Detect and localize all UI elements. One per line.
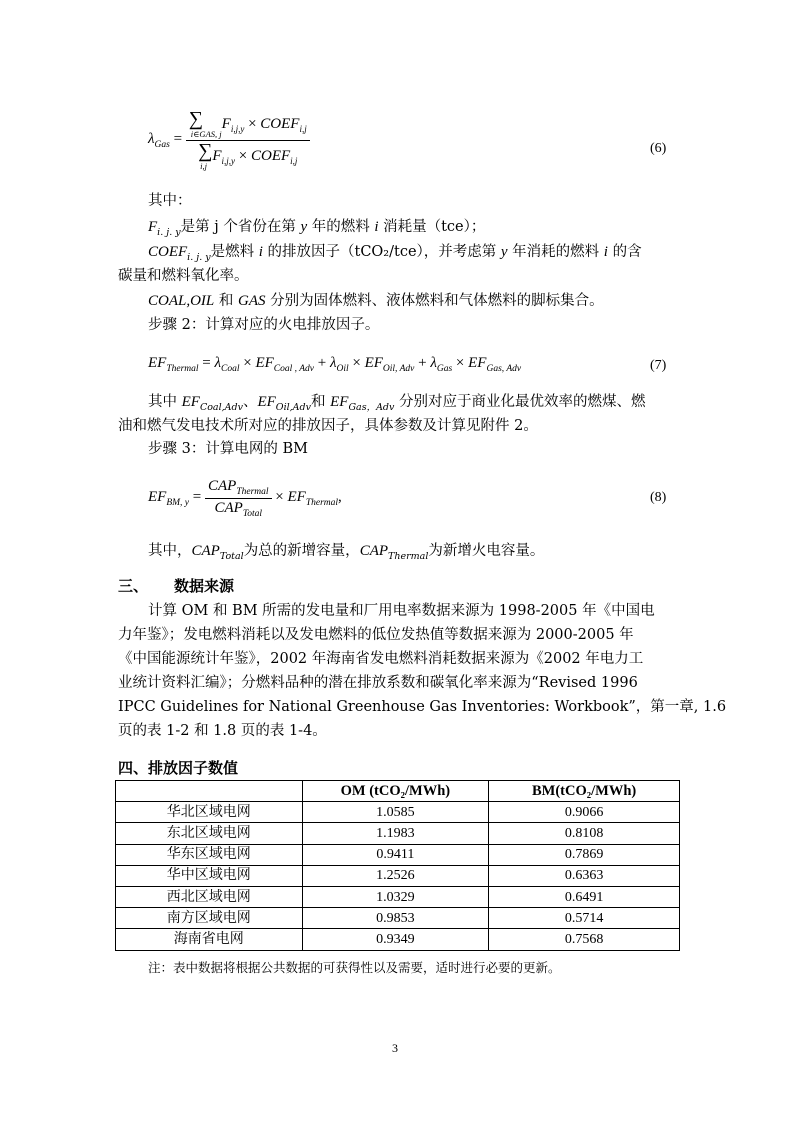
cap-sub: Thermal	[236, 487, 269, 497]
lambda-symbol: λ	[329, 355, 337, 371]
equation-7	[148, 355, 521, 374]
lambda-symbol: λ	[430, 355, 437, 371]
equals-sign: =	[192, 489, 202, 505]
bm-value: 0.5714	[489, 908, 680, 929]
text: 、	[242, 394, 258, 410]
definition-coef-cont: 碳量和燃料氧化率。	[118, 268, 249, 284]
term-coef: COEF	[260, 115, 300, 132]
paragraph-line: 计算 OM 和 BM 所需的发电量和厂用电率数据来源为 1998-2005 年《中国电	[148, 603, 655, 619]
equation-number-7: (7)	[650, 358, 667, 373]
text: 为总的新增容量，	[243, 543, 360, 559]
sum-symbol: ∑	[188, 108, 204, 130]
term-coef-sub: i,j	[290, 155, 298, 166]
section-4-heading: 四、排放因子数值	[118, 759, 239, 777]
ef-sub: Thermal	[166, 364, 199, 374]
y-var: y	[500, 244, 508, 260]
cap-sub: Thermal	[388, 551, 429, 562]
ef-sub: Oil,Adv	[275, 402, 311, 413]
section-number: 三、	[118, 577, 149, 595]
emission-factor-table	[115, 780, 680, 951]
i-var: i	[258, 244, 263, 260]
step-3: 步骤 3：计算电网的 BM	[148, 441, 308, 457]
coef-subscript: i. j. y	[187, 252, 211, 263]
lambda-symbol: λ	[148, 131, 155, 147]
ef-symbol: EF	[330, 394, 349, 410]
bm-value: 0.6363	[489, 865, 680, 886]
ef-sub: Thermal	[305, 498, 339, 508]
equation-number-8: (8)	[650, 490, 667, 505]
coal-oil-symbol: COAL,OIL	[148, 293, 215, 309]
text: 为新增火电容量。	[428, 543, 545, 559]
definition-sets	[148, 291, 678, 311]
om-value: 1.2526	[302, 865, 489, 886]
page-number: 3	[392, 1041, 398, 1055]
om-value: 0.9411	[302, 844, 489, 865]
term-f: F	[212, 147, 222, 164]
table-row	[116, 865, 680, 886]
paragraph-line: IPCC Guidelines for National Greenhouse Gas Inventories: Workbook”，第一章, 1.6	[118, 699, 727, 715]
text: 的含	[607, 244, 642, 260]
times-sign: ×	[248, 115, 257, 132]
table-row	[116, 929, 680, 950]
fraction	[205, 478, 272, 519]
i-var: i	[374, 219, 379, 235]
equation-number-6: (6)	[650, 141, 667, 156]
ef-explanation-cont: 油和燃气发电技术所对应的排放因子，具体参数及计算见附件 2。	[118, 418, 538, 434]
ef-symbol: EF	[468, 355, 487, 371]
grid-name: 南方区域电网	[116, 908, 303, 929]
text: 是第 j 个省份在第	[180, 219, 301, 235]
ef-sub: Gas, Adv	[486, 364, 522, 374]
grid-name: 华中区域电网	[116, 865, 303, 886]
om-value: 1.1983	[302, 823, 489, 844]
paragraph-line: 《中国能源统计年鉴》，2002 年海南省发电燃料消耗数据来源为《2002 年电力工	[118, 651, 644, 667]
gas-symbol: GAS	[237, 293, 266, 309]
plus-sign: +	[317, 355, 327, 371]
cap-symbol: CAP	[207, 478, 237, 494]
cap-symbol: CAP	[214, 500, 243, 516]
text: 年消耗的燃料	[507, 244, 604, 260]
section-3-heading	[118, 576, 678, 596]
ef-sub: BM, y	[166, 498, 190, 508]
f-subscript: i. j. y	[157, 227, 181, 238]
times-sign: ×	[238, 147, 248, 164]
equation-6	[148, 110, 310, 171]
table-row	[116, 908, 680, 929]
table-row	[116, 823, 680, 844]
where-label: 其中：	[148, 193, 192, 209]
term-coef-sub: i,j	[299, 123, 307, 134]
om-value: 1.0585	[302, 802, 489, 823]
f-symbol: F	[148, 219, 158, 235]
ef-symbol: EF	[148, 489, 167, 505]
cap-sub: Total	[242, 509, 263, 519]
lambda-symbol: λ	[214, 355, 221, 371]
bm-value: 0.7869	[489, 844, 680, 865]
ef-symbol: EF	[148, 355, 167, 371]
grid-name: 华东区域电网	[116, 844, 303, 865]
text: 和	[311, 394, 331, 410]
text: 年的燃料	[307, 219, 375, 235]
text: 其中，	[148, 543, 192, 559]
denominator	[205, 498, 272, 519]
grid-name: 海南省电网	[116, 929, 303, 950]
cap-sub: Total	[219, 551, 244, 562]
definition-coef	[148, 242, 678, 268]
table-row	[116, 844, 680, 865]
ef-sub: Coal,Adv	[199, 402, 243, 413]
comma: ,	[338, 489, 342, 505]
cap-symbol: CAP	[191, 543, 220, 559]
term-f: F	[221, 115, 231, 132]
ef-symbol: EF	[364, 355, 383, 371]
term-f-sub: i,j,y	[230, 123, 245, 134]
equals-sign: =	[173, 131, 183, 147]
om-value: 0.9853	[302, 908, 489, 929]
header-om: OM (tCO₂/MWh)	[302, 781, 489, 802]
numerator	[186, 110, 310, 140]
section-title: 数据来源	[174, 577, 235, 595]
ef-symbol: EF	[255, 355, 274, 371]
bm-value: 0.9066	[489, 802, 680, 823]
header-bm: BM(tCO₂/MWh)	[489, 781, 680, 802]
paragraph-line: 力年鉴》；发电燃料消耗以及发电燃料的低位发热值等数据来源为 2000-2005 年	[118, 627, 634, 643]
ef-sub: Coal , Adv	[273, 364, 314, 374]
bm-value: 0.7568	[489, 929, 680, 950]
grid-name: 华北区域电网	[116, 802, 303, 823]
times-sign: ×	[352, 355, 361, 371]
cap-symbol: CAP	[359, 543, 389, 559]
lambda-sub: Gas	[436, 364, 453, 374]
text: 的排放因子（tCO₂/tce），并考虑第	[262, 244, 501, 260]
equation-8	[148, 478, 342, 519]
equals-sign: =	[202, 355, 211, 371]
grid-name: 西北区域电网	[116, 886, 303, 907]
text: 分别对应于商业化最优效率的燃煤、燃	[394, 394, 646, 410]
definition-f	[148, 217, 678, 243]
sum-limits: i,j	[200, 161, 207, 171]
header-grid	[116, 781, 303, 802]
ef-symbol: EF	[257, 394, 276, 410]
times-sign: ×	[243, 355, 252, 371]
om-value: 1.0329	[302, 886, 489, 907]
table-row	[116, 802, 680, 823]
table-row	[116, 886, 680, 907]
table-header-row	[116, 781, 680, 802]
text: 分别为固体燃料、液体燃料和气体燃料的脚标集合。	[265, 293, 604, 309]
denominator	[186, 140, 310, 171]
step-2: 步骤 2：计算对应的火电排放因子。	[148, 317, 380, 333]
ef-explanation	[148, 392, 678, 418]
grid-name: 东北区域电网	[116, 823, 303, 844]
bm-value: 0.8108	[489, 823, 680, 844]
lambda-subscript: Gas	[154, 140, 170, 150]
ef-symbol: EF	[287, 489, 306, 505]
times-sign: ×	[455, 355, 465, 371]
table-note: 注：表中数据将根据公共数据的可获得性以及需要，适时进行必要的更新。	[148, 960, 561, 975]
numerator	[205, 478, 272, 498]
coef-symbol: COEF	[148, 244, 188, 260]
plus-sign: +	[418, 355, 427, 371]
text: 是燃料	[210, 244, 259, 260]
ef-symbol: EF	[181, 394, 200, 410]
ef-sub: Oil, Adv	[382, 364, 415, 374]
cap-explanation	[148, 541, 678, 567]
lambda-sub: Oil	[336, 364, 349, 374]
text: 和	[214, 293, 238, 309]
i-var: i	[603, 244, 608, 260]
text: 其中	[148, 394, 182, 410]
term-coef: COEF	[250, 147, 291, 164]
times-sign: ×	[275, 489, 284, 505]
term-f-sub: i,j,y	[221, 155, 236, 166]
sum-symbol: ∑	[198, 140, 213, 162]
ef-sub: Gas，Adv	[348, 402, 395, 413]
text: 消耗量（tce）；	[378, 219, 486, 235]
lambda-sub: Coal	[221, 364, 240, 374]
paragraph-line: 业统计资料汇编》；分燃料品种的潜在排放系数和碳氧化率来源为“Revised 1996	[118, 675, 638, 691]
y-var: y	[300, 219, 308, 235]
fraction	[186, 110, 310, 171]
sum-limits: i∈GAS, j	[190, 129, 222, 139]
paragraph-line: 页的表 1-2 和 1.8 页的表 1-4。	[118, 723, 327, 739]
bm-value: 0.6491	[489, 886, 680, 907]
om-value: 0.9349	[302, 929, 489, 950]
